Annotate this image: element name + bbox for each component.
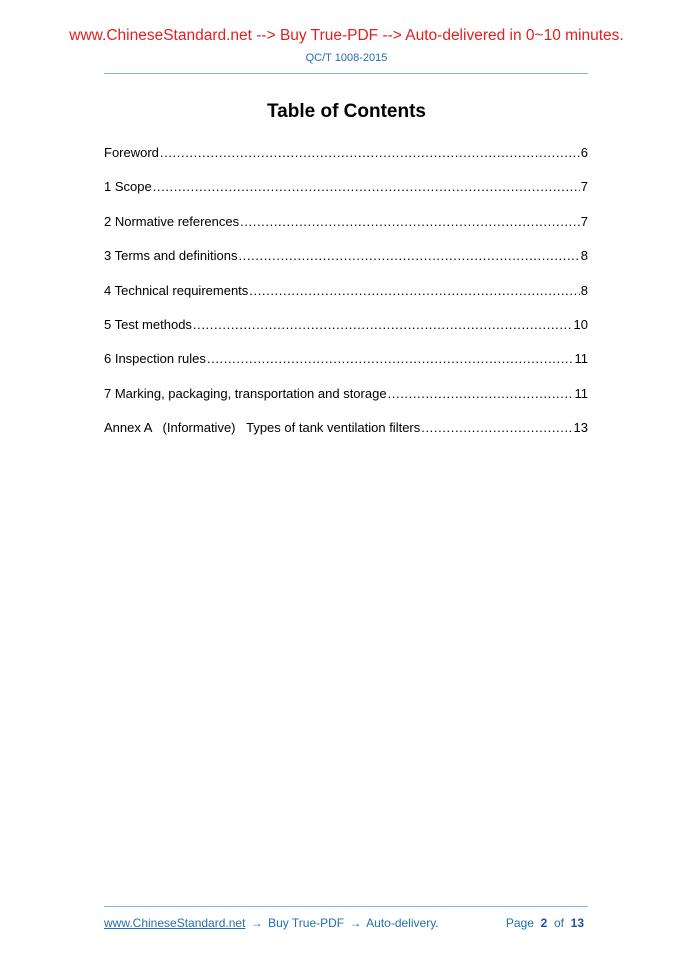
toc-entry-label: 3 Terms and definitions [104,248,238,264]
page-word: Page [505,916,534,930]
footer-site-link[interactable]: www.ChineseStandard.net [104,916,246,930]
toc-entry-page: 11 [574,351,588,367]
toc-leader-dots [238,247,579,264]
header-divider [104,73,588,74]
arrow-right-icon: → [250,916,263,930]
top-banner[interactable]: www.ChineseStandard.net --> Buy True-PDF --> Auto-delivered in 0~10 minutes. [69,27,624,44]
toc-entry-label: 7 Marking, packaging, transportation and storage [104,385,387,401]
page-of-word: of [553,916,564,930]
toc-entry-terms-and-definitions[interactable] [104,247,588,281]
toc-entry-inspection-rules[interactable] [104,350,588,384]
toc-leader-dots [421,419,572,436]
total-page-number: 13 [570,916,584,930]
toc-title: Table of Contents [266,101,427,122]
toc-leader-dots [240,213,580,230]
footer-promo [104,916,439,930]
toc-entry-marking-packaging[interactable] [104,385,588,419]
page-indicator [506,916,584,930]
footer-step-delivery: Auto-delivery. [366,916,439,930]
toc-leader-dots [207,350,574,367]
toc-entry-label: 5 Test methods [104,316,192,332]
toc-entry-label: 2 Normative references [104,213,240,229]
toc-entry-label: Annex A (Informative) Types of tank ventilation filters [104,420,421,436]
toc-entry-scope[interactable] [104,178,588,212]
toc-entry-label: 1 Scope [104,179,152,195]
toc-entry-page: 7 [580,179,588,195]
toc-leader-dots [193,316,573,333]
toc-entry-label: Foreword [104,145,159,160]
toc-entry-page: 10 [573,316,588,332]
toc-entry-label: 4 Technical requirements [104,282,249,298]
toc-entry-annex-a[interactable] [104,419,588,453]
footer-step-buy: Buy True-PDF [268,916,345,930]
toc-entry-test-methods[interactable] [104,316,588,350]
toc-leader-dots [153,178,580,195]
toc-entry-label: 6 Inspection rules [104,351,206,367]
toc-entry-page: 8 [580,282,588,298]
toc-entry-page: 8 [580,248,588,264]
toc-entry-foreword[interactable] [104,144,588,178]
footer-divider [104,906,588,907]
toc-leader-dots [249,282,579,299]
toc-entry-page: 6 [580,145,588,160]
toc-list [104,144,588,454]
arrow-right-icon: → [349,916,362,930]
toc-entry-page: 11 [574,385,588,401]
toc-entry-page: 7 [580,213,588,229]
toc-entry-normative-references[interactable] [104,213,588,247]
toc-entry-page: 13 [573,420,588,436]
toc-leader-dots [388,385,574,402]
document-code: QC/T 1008-2015 [305,52,388,64]
toc-leader-dots [160,144,580,161]
current-page-number: 2 [540,916,548,930]
toc-entry-technical-requirements[interactable] [104,282,588,316]
